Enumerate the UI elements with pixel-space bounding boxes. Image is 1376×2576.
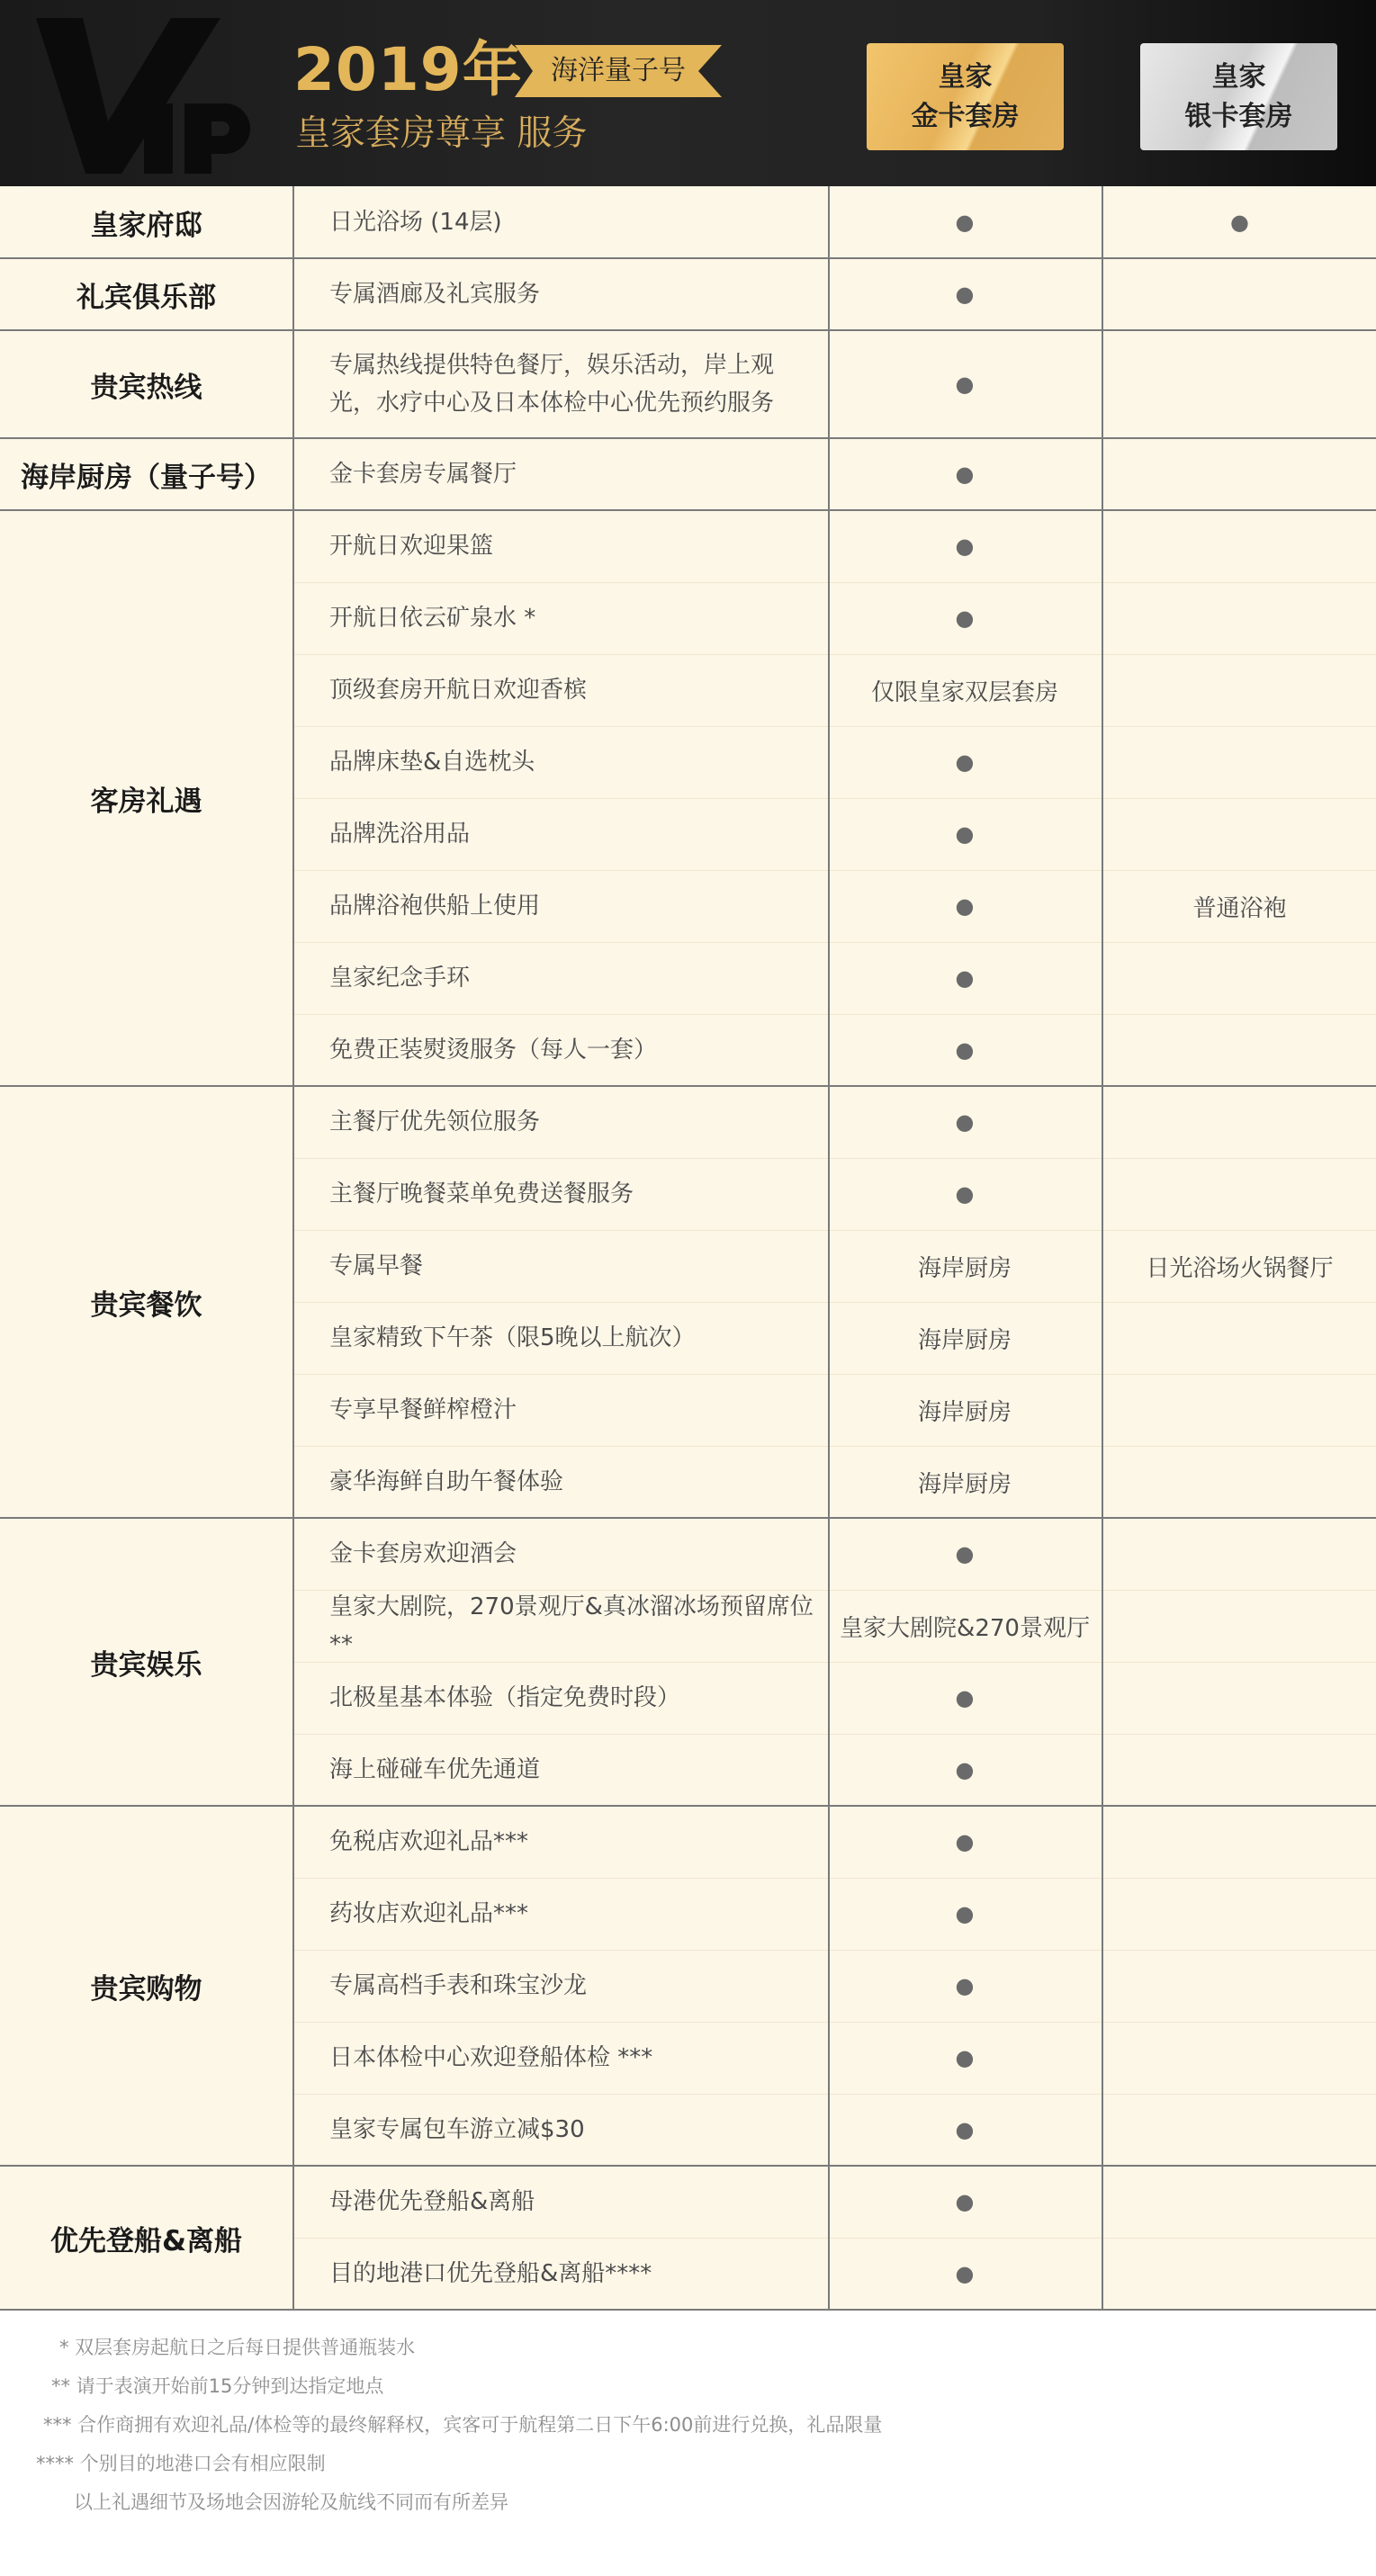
gold-included-dot: ● [955, 1037, 975, 1063]
column-divider [292, 186, 294, 2310]
benefit-item: 日光浴场 (14层) [329, 209, 502, 236]
silver-value [1103, 510, 1376, 582]
gold-included-dot: ● [955, 821, 975, 847]
gold-included-dot: ● [955, 2117, 975, 2142]
benefit-item: 顶级套房开航日欢迎香槟 [329, 677, 588, 704]
gold-included-dot: ● [955, 1685, 975, 1710]
gold-suite-label-line1: 皇家 [938, 60, 993, 93]
benefit-item: 药妆店欢迎礼品*** [329, 1900, 529, 1927]
gold-included-dot: ● [955, 210, 975, 235]
gold-included-dot: ● [955, 893, 975, 919]
silver-value [1103, 1734, 1376, 1806]
header-subtitle: 皇家套房尊享 服务 [295, 113, 588, 154]
page-header [0, 0, 1376, 186]
category-label: 贵宾购物 [90, 1972, 202, 2006]
benefit-item: 专属高档手表和珠宝沙龙 [329, 1972, 588, 1999]
benefit-item: 目的地港口优先登船&离船**** [329, 2260, 652, 2287]
silver-value [1103, 1662, 1376, 1734]
silver-value: 普通浴袍 [1192, 894, 1287, 922]
gold-included-dot: ● [955, 1901, 975, 1926]
benefit-item: 专属酒廊及礼宾服务 [329, 281, 541, 308]
silver-value [1103, 2238, 1376, 2310]
gold-included-dot: ● [955, 1973, 975, 1998]
gold-included-dot: ● [955, 1181, 975, 1207]
gold-included-dot: ● [955, 534, 975, 559]
benefit-item: 金卡套房欢迎酒会 [329, 1540, 517, 1567]
benefit-item: 皇家大剧院，270景观厅&真冰溜冰场预留席位 ** [329, 1593, 814, 1658]
silver-value [1103, 1158, 1376, 1230]
benefit-item: 豪华海鲜自助午餐体验 [329, 1468, 564, 1495]
category-label: 贵宾餐饮 [90, 1288, 202, 1322]
gold-value: 海岸厨房 [917, 1470, 1012, 1498]
gold-included-dot: ● [955, 462, 975, 487]
benefit-item: 免费正装熨烫服务（每人一套） [329, 1037, 658, 1064]
silver-value [1103, 258, 1376, 330]
silver-value [1103, 942, 1376, 1014]
silver-value [1103, 2022, 1376, 2094]
benefit-item: 皇家专属包车游立减$30 [329, 2116, 585, 2143]
benefit-item: 金卡套房专属餐厅 [329, 461, 517, 488]
silver-value [1103, 798, 1376, 870]
benefit-item: 品牌床垫&自选枕头 [329, 749, 535, 776]
gold-included-dot: ● [955, 606, 975, 631]
benefit-item: 母港优先登船&离船 [329, 2188, 535, 2215]
gold-value: 皇家大剧院&270景观厅 [840, 1614, 1090, 1642]
gold-included-dot: ● [955, 1829, 975, 1854]
silver-value [1103, 330, 1376, 438]
silver-suite-column-header [1140, 43, 1337, 150]
silver-value [1103, 582, 1376, 654]
ship-name-tag [515, 45, 722, 97]
category-label: 客房礼遇 [90, 785, 202, 818]
silver-value: 日光浴场火锅餐厅 [1146, 1254, 1334, 1282]
gold-included-dot: ● [955, 2261, 975, 2286]
silver-value [1103, 726, 1376, 798]
footnote-1: * 双层套房起航日之后每日提供普通瓶装水 [59, 2337, 416, 2358]
silver-value [1103, 1302, 1376, 1374]
column-divider [1102, 186, 1103, 2310]
silver-value [1103, 438, 1376, 510]
silver-included-dot: ● [1230, 210, 1249, 235]
footnote-2: ** 请于表演开始前15分钟到达指定地点 [51, 2375, 384, 2397]
gold-included-dot: ● [955, 2045, 975, 2070]
gold-included-dot: ● [955, 749, 975, 775]
silver-value [1103, 2094, 1376, 2166]
silver-value [1103, 1014, 1376, 1086]
silver-value [1103, 1590, 1376, 1662]
silver-value [1103, 1518, 1376, 1590]
category-label: 皇家府邸 [90, 209, 202, 242]
gold-value: 海岸厨房 [917, 1398, 1012, 1426]
gold-included-dot: ● [955, 282, 975, 307]
category-label: 海岸厨房（量子号） [21, 461, 272, 494]
benefit-item: 主餐厅晚餐菜单免费送餐服务 [329, 1180, 634, 1207]
gold-included-dot: ● [955, 372, 975, 397]
benefit-item: 海上碰碰车优先通道 [329, 1756, 541, 1783]
benefit-item: 开航日依云矿泉水 * [329, 605, 536, 632]
gold-suite-column-header [867, 43, 1064, 150]
silver-value [1103, 1878, 1376, 1950]
category-divider [0, 2309, 1376, 2311]
silver-value [1103, 1806, 1376, 1878]
gold-value: 海岸厨房 [917, 1254, 1012, 1282]
category-label: 贵宾热线 [90, 371, 202, 404]
benefit-item: 主餐厅优先领位服务 [329, 1108, 541, 1135]
vip-logo [36, 13, 270, 175]
gold-suite-label-line2: 金卡套房 [911, 100, 1020, 132]
benefit-item: 皇家纪念手环 [329, 965, 471, 992]
benefit-item: 免税店欢迎礼品*** [329, 1828, 529, 1855]
gold-included-dot: ● [955, 1541, 975, 1566]
silver-value [1103, 1086, 1376, 1158]
benefit-item: 专属热线提供特色餐厅，娱乐活动，岸上观光，水疗中心及日本体检中心优先预约服务 [329, 352, 775, 417]
benefit-item: 北极星基本体验（指定免费时段） [329, 1684, 681, 1711]
silver-suite-label-line1: 皇家 [1211, 60, 1266, 93]
gold-included-dot: ● [955, 965, 975, 991]
gold-included-dot: ● [955, 1109, 975, 1135]
footnote-3: *** 合作商拥有欢迎礼品/体检等的最终解释权，宾客可于航程第二日下午6:00前进行兑换，礼品限量 [43, 2414, 883, 2436]
benefit-item: 专属早餐 [329, 1252, 424, 1279]
benefit-item: 开航日欢迎果篮 [329, 533, 494, 560]
benefit-item: 专享早餐鲜榨橙汁 [329, 1396, 517, 1423]
category-label: 礼宾俱乐部 [76, 281, 216, 314]
gold-value: 海岸厨房 [917, 1326, 1012, 1354]
gold-included-dot: ● [955, 1757, 975, 1782]
category-label: 贵宾娱乐 [90, 1648, 202, 1682]
silver-value [1103, 1950, 1376, 2022]
year-label: 2019年 [293, 35, 523, 104]
benefit-item: 品牌浴袍供船上使用 [329, 893, 541, 920]
silver-value [1103, 1446, 1376, 1518]
benefits-table [0, 186, 1376, 2310]
benefit-item: 品牌洗浴用品 [329, 821, 471, 848]
silver-value [1103, 654, 1376, 726]
footnote-4: **** 个别目的地港口会有相应限制 [36, 2453, 326, 2474]
benefit-item: 日本体检中心欢迎登船体检 *** [329, 2044, 653, 2071]
footnote-5: 以上礼遇细节及场地会因游轮及航线不同而有所差异 [74, 2491, 508, 2513]
silver-value [1103, 1374, 1376, 1446]
column-divider [828, 186, 830, 2310]
silver-suite-label-line2: 银卡套房 [1184, 100, 1293, 132]
ship-name: 海洋量子号 [551, 55, 686, 86]
silver-value [1103, 2166, 1376, 2238]
category-label: 优先登船&离船 [49, 2224, 243, 2257]
benefit-item: 皇家精致下午茶（限5晚以上航次） [329, 1324, 696, 1351]
gold-included-dot: ● [955, 2189, 975, 2214]
gold-value: 仅限皇家双层套房 [870, 678, 1058, 706]
